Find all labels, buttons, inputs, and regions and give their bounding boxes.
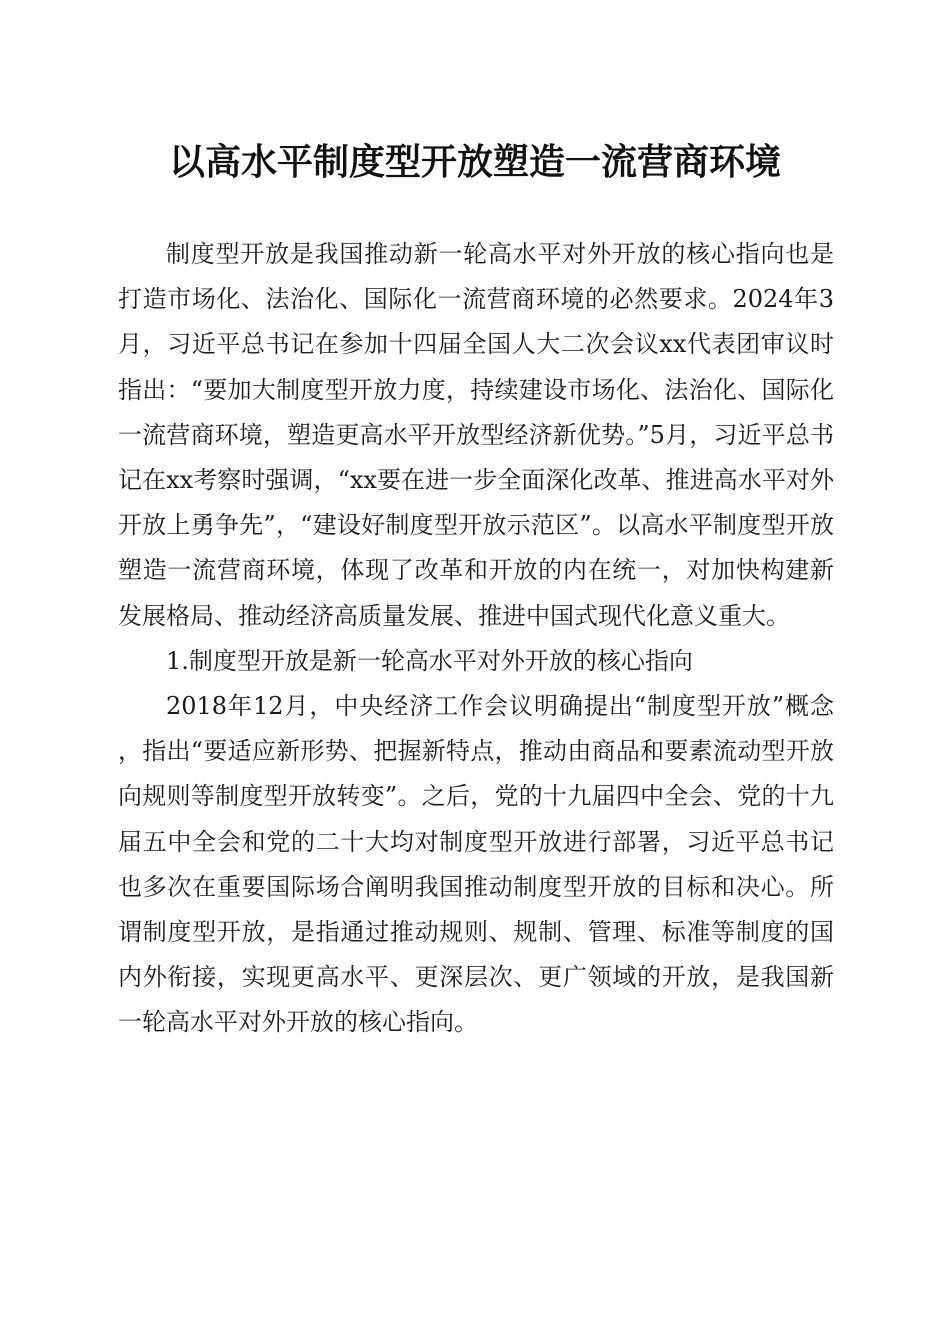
section-heading: 1.制度型开放是新一轮高水平对外开放的核心指向 <box>166 646 693 675</box>
section-paragraph: 2018年12月，中央经济工作会议明确提出“制度型开放”概念，指出“要适应新形势、把握新特点，推动由商品和要素流动型开放向规则等制度型开放转变”。之后，党的十九届四中全会、党的十九届五中全会和党的二十大均对制度型开放进行部署，习近平总书记也多次在重要国际场合阐明我国推动制度型开放的目标和决心。所谓制度型开放，是指通过推动规则、规制、管理、标准等制度的国内外衔接，实现更高水平、更深层次、更广领域的开放，是我国新一轮高水平对外开放的核心指向。 <box>118 692 834 1037</box>
document-title: 以高水平制度型开放塑造一流营商环境 <box>168 141 781 183</box>
intro-paragraph: 制度型开放是我国推动新一轮高水平对外开放的核心指向也是打造市场化、法治化、国际化一流营商环境的必然要求。2024年3月，习近平总书记在参加十四届全国人大二次会议xx代表团审议时指出：“要加大制度型开放力度，持续建设市场化、法治化、国际化一流营商环境，塑造更高水平开放型经济新优势。”5月，习近平总书记在xx考察时强调，“xx要在进一步全面深化改革、推进高水平对外开放上勇争先”，“建设好制度型开放示范区”。以高水平制度型开放塑造一流营商环境，体现了改革和开放的内在统一，对加快构建新发展格局、推动经济高质量发展、推进中国式现代化意义重大。 <box>118 240 834 630</box>
document-body <box>118 232 834 1046</box>
